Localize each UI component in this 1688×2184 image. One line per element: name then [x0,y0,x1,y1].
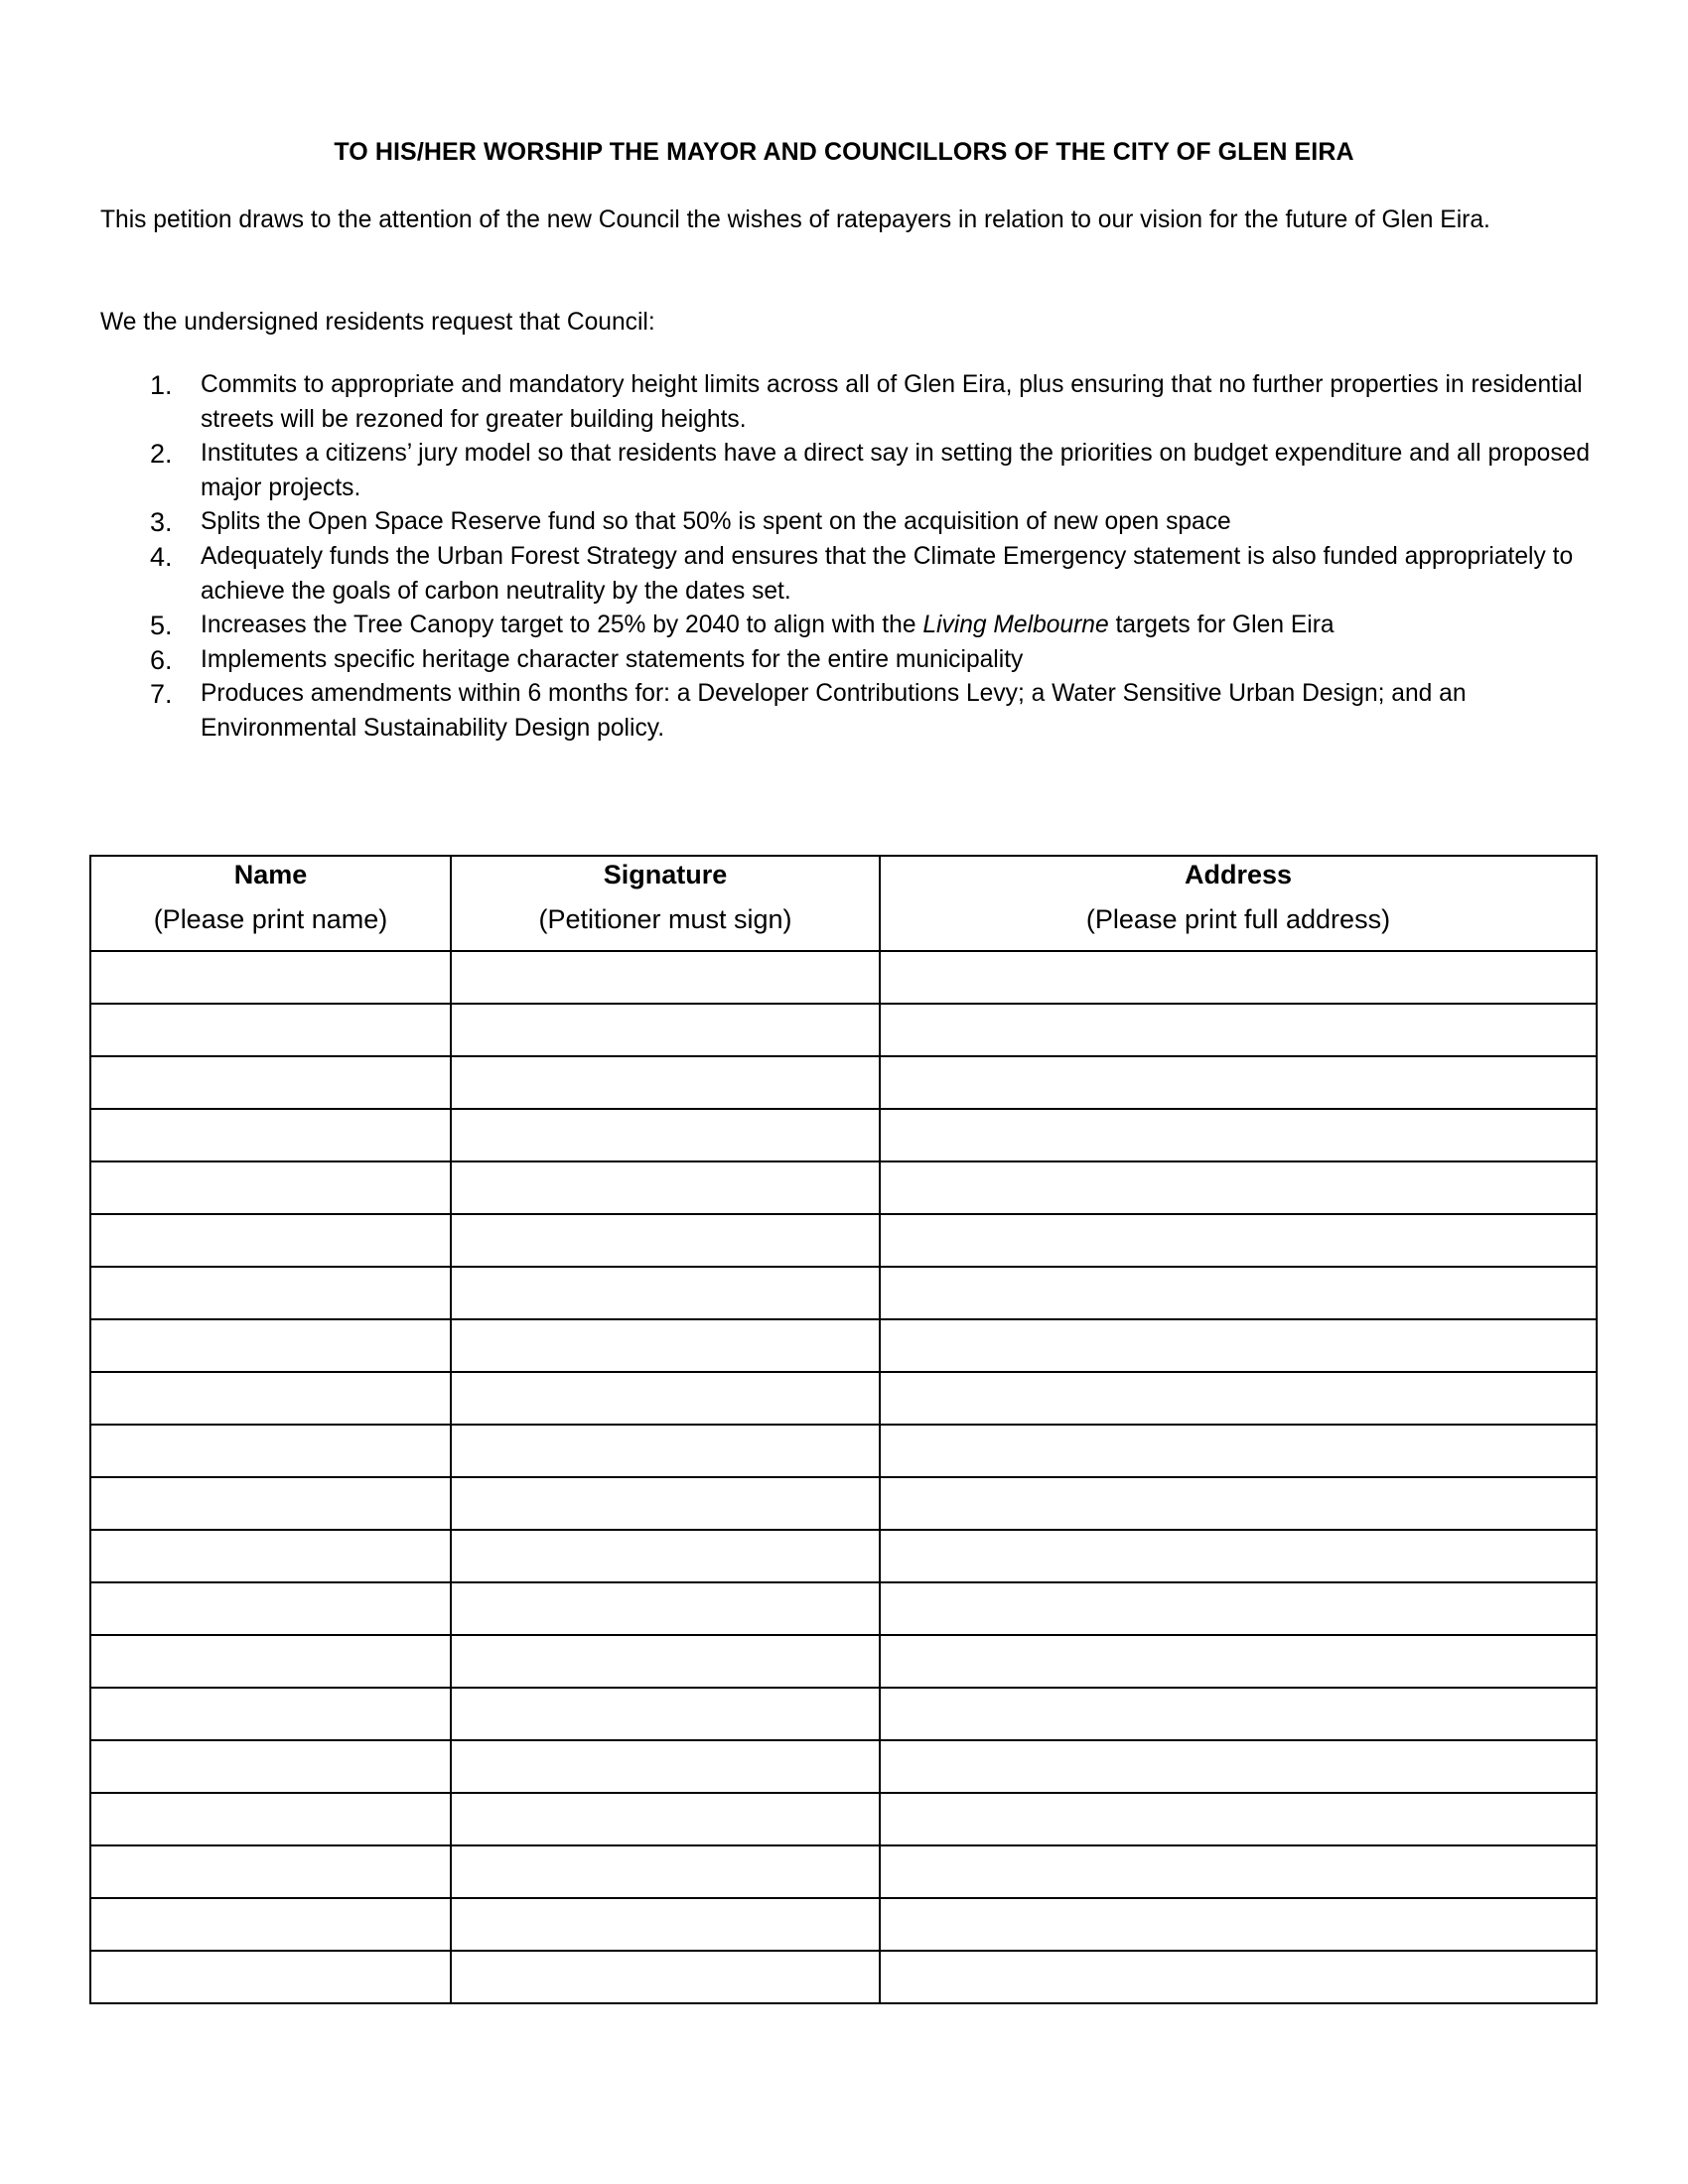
name-cell[interactable] [90,1740,451,1793]
table-row [90,1477,1597,1530]
address-cell[interactable] [880,1214,1597,1267]
request-number: 4. [150,541,173,572]
table-row [90,1004,1597,1056]
table-row [90,1582,1597,1635]
signature-cell[interactable] [451,1898,880,1951]
address-cell[interactable] [880,1845,1597,1898]
column-header-address [880,856,1597,951]
intro-paragraph: This petition draws to the attention of the new Council the wishes of ratepayers in relation to our vision for the future of Glen Eira. [100,206,1490,233]
address-cell[interactable] [880,1372,1597,1425]
address-cell[interactable] [880,1004,1597,1056]
name-cell[interactable] [90,1635,451,1688]
table-row [90,1372,1597,1425]
request-number: 2. [150,439,173,470]
address-cell[interactable] [880,1267,1597,1319]
name-cell[interactable] [90,1688,451,1740]
column-header-signature [451,856,880,951]
column-hint: (Please print full address) [1085,904,1391,934]
name-cell[interactable] [90,1267,451,1319]
address-cell[interactable] [880,1056,1597,1109]
request-number: 6. [150,644,173,675]
name-cell[interactable] [90,1793,451,1845]
signature-cell[interactable] [451,1582,880,1635]
signature-cell[interactable] [451,1372,880,1425]
signature-cell[interactable] [451,1004,880,1056]
signature-cell[interactable] [451,1530,880,1582]
address-cell[interactable] [880,1425,1597,1477]
signature-table [89,855,1598,2004]
requests-list [0,368,1688,747]
name-cell[interactable] [90,1845,451,1898]
request-text: Implements specific heritage character statements for the entire municipality [201,645,1024,673]
petition-title: TO HIS/HER WORSHIP THE MAYOR AND COUNCILLORS OF THE CITY OF GLEN EIRA [334,138,1354,166]
table-body [90,951,1597,2003]
address-cell[interactable] [880,1635,1597,1688]
table-row [90,1530,1597,1582]
address-cell[interactable] [880,1477,1597,1530]
name-cell[interactable] [90,1161,451,1214]
address-cell[interactable] [880,951,1597,1004]
table-row [90,1635,1597,1688]
table-header-row [90,856,1597,951]
address-cell[interactable] [880,1951,1597,2003]
name-cell[interactable] [90,1056,451,1109]
table-row [90,1793,1597,1845]
request-text: Splits the Open Space Reserve fund so that 50% is spent on the acquisition of new open space [201,508,1231,536]
table-row [90,1845,1597,1898]
table-row [90,1425,1597,1477]
request-number: 7. [150,679,173,710]
signature-cell[interactable] [451,1425,880,1477]
request-text: Produces amendments within 6 months for: a Developer Contributions Levy; a Water Sensitive Urban Design; and an Environmental Sustainability Design policy. [201,680,1467,742]
address-cell[interactable] [880,1582,1597,1635]
name-cell[interactable] [90,1319,451,1372]
table-row [90,1267,1597,1319]
signature-cell[interactable] [451,1319,880,1372]
name-cell[interactable] [90,951,451,1004]
signature-cell[interactable] [451,1793,880,1845]
table-row [90,1056,1597,1109]
request-item [0,643,1591,678]
signature-cell[interactable] [451,1845,880,1898]
signature-cell[interactable] [451,1740,880,1793]
address-cell[interactable] [880,1793,1597,1845]
name-cell[interactable] [90,1582,451,1635]
request-item [0,609,1591,643]
table-row [90,1161,1597,1214]
request-lead: We the undersigned residents request that Council: [100,309,655,336]
name-cell[interactable] [90,1477,451,1530]
signature-cell[interactable] [451,1635,880,1688]
signature-cell[interactable] [451,1056,880,1109]
request-text: Adequately funds the Urban Forest Strategy and ensures that the Climate Emergency statement is also funded appropriately to achieve the goals of carbon neutrality by the dates set. [201,542,1574,605]
request-text-before: Increases the Tree Canopy target to 25% by 2040 to align with the [201,612,923,639]
signature-cell[interactable] [451,1951,880,2003]
name-cell[interactable] [90,1372,451,1425]
request-item [0,540,1591,609]
request-text: Institutes a citizens’ jury model so that residents have a direct say in setting the priorities on budget expenditure and all proposed major projects. [201,440,1590,501]
column-label: Signature [603,860,728,889]
column-label: Name [233,860,308,889]
request-text: Commits to appropriate and mandatory height limits across all of Glen Eira, plus ensuring that no further properties in residential streets will be rezoned for greater building heights. [201,371,1583,433]
name-cell[interactable] [90,1425,451,1477]
address-cell[interactable] [880,1109,1597,1161]
signature-cell[interactable] [451,1109,880,1161]
request-text-italic: Living Melbourne [922,612,1109,639]
request-number: 1. [150,370,173,400]
signature-cell[interactable] [451,1267,880,1319]
table-row [90,1688,1597,1740]
request-item [0,505,1591,540]
name-cell[interactable] [90,1951,451,2003]
column-hint: (Please print name) [153,904,388,934]
address-cell[interactable] [880,1740,1597,1793]
address-cell[interactable] [880,1898,1597,1951]
signature-cell[interactable] [451,1688,880,1740]
name-cell[interactable] [90,1109,451,1161]
request-number: 5. [150,611,173,641]
name-cell[interactable] [90,1004,451,1056]
signature-cell[interactable] [451,951,880,1004]
table-row [90,951,1597,1004]
address-cell[interactable] [880,1161,1597,1214]
table-row [90,1319,1597,1372]
request-item [0,368,1591,437]
request-text-after: targets for Glen Eira [1108,612,1335,639]
request-item [0,437,1591,505]
signature-cell[interactable] [451,1477,880,1530]
column-header-name [90,856,451,951]
table-row [90,1109,1597,1161]
table-row [90,1214,1597,1267]
request-number: 3. [150,507,173,538]
request-item [0,677,1591,746]
column-hint: (Petitioner must sign) [538,904,792,934]
address-cell[interactable] [880,1530,1597,1582]
name-cell[interactable] [90,1214,451,1267]
address-cell[interactable] [880,1688,1597,1740]
table-row [90,1740,1597,1793]
signature-cell[interactable] [451,1161,880,1214]
name-cell[interactable] [90,1898,451,1951]
table-row [90,1951,1597,2003]
name-cell[interactable] [90,1530,451,1582]
signature-cell[interactable] [451,1214,880,1267]
table-row [90,1898,1597,1951]
column-label: Address [1184,860,1293,889]
address-cell[interactable] [880,1319,1597,1372]
